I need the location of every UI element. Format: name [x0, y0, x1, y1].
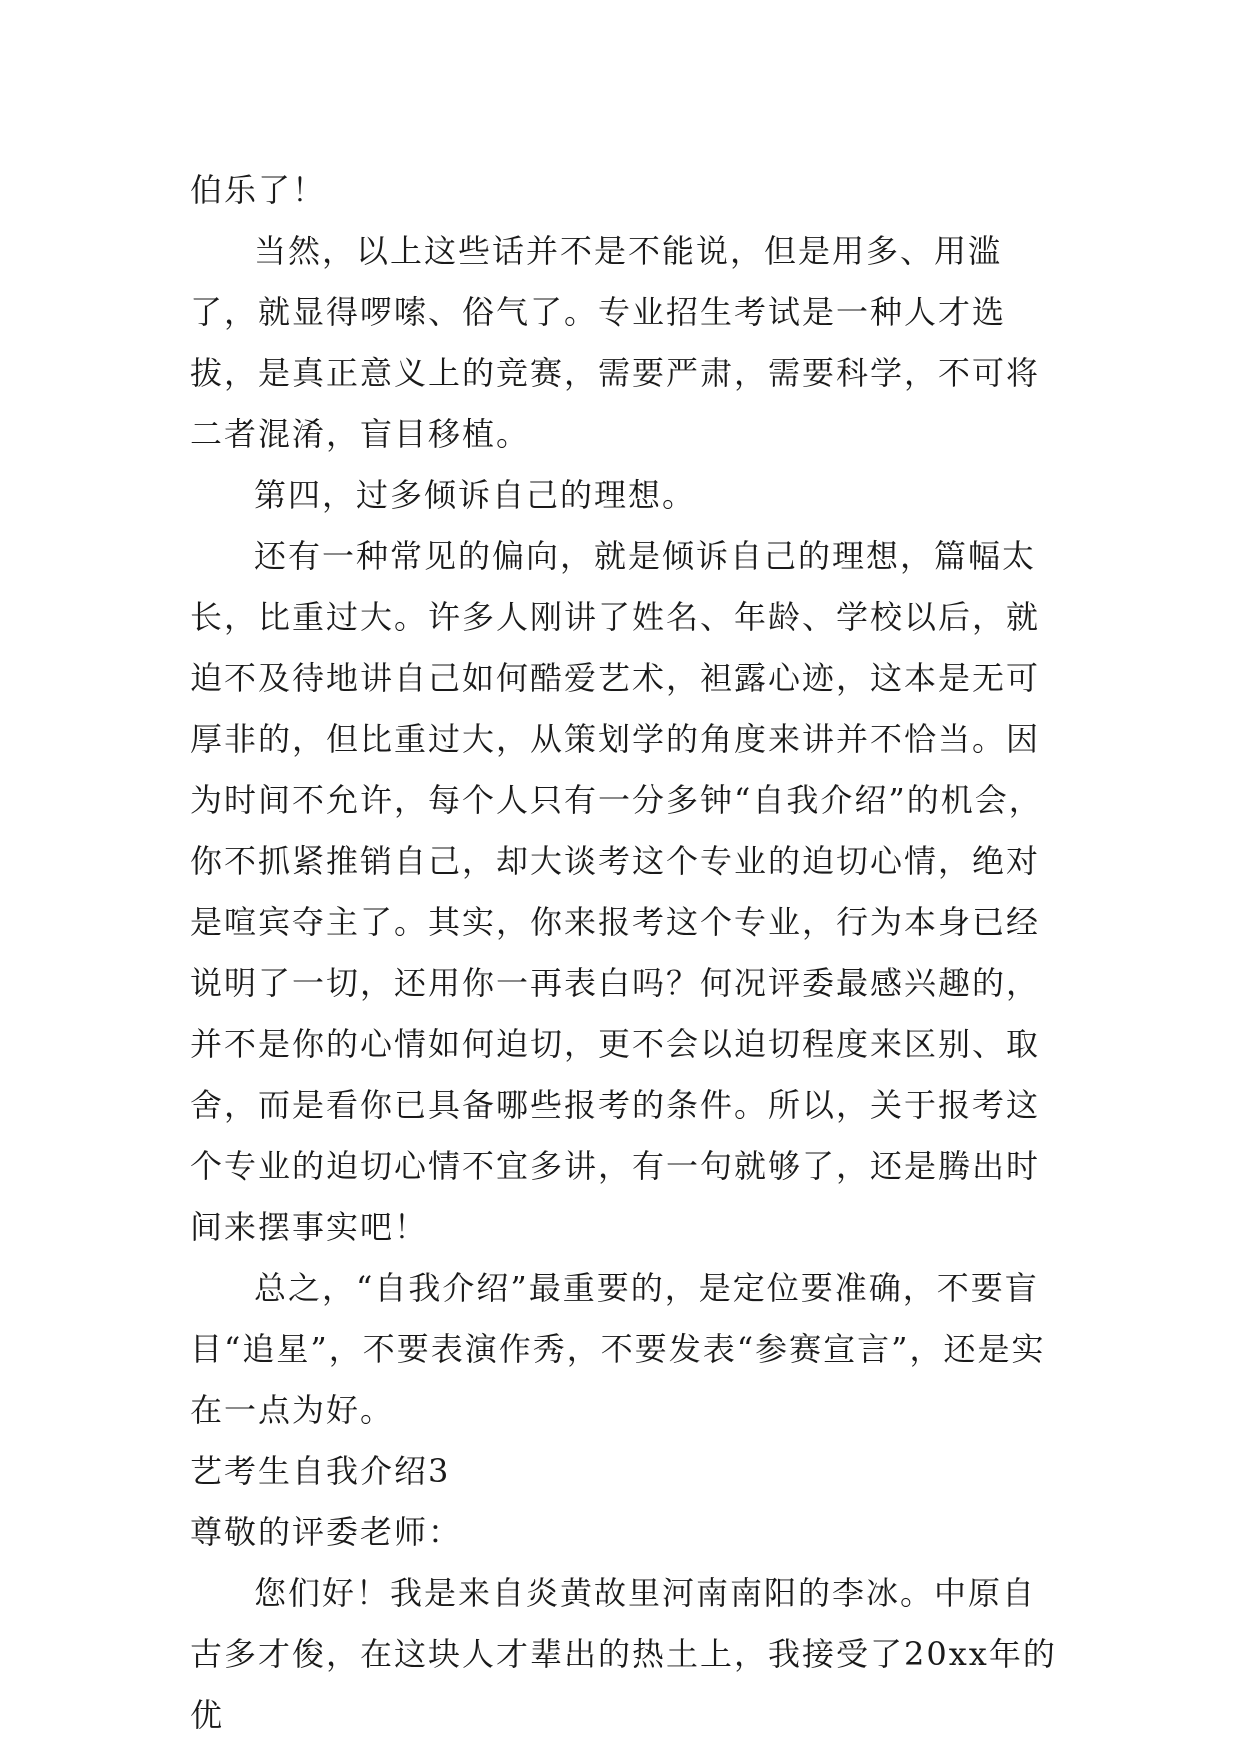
paragraph-6: 您们好！我是来自炎黄故里河南南阳的李冰。中原自古多才俊，在这块人才辈出的热土上，我接受了20xx年的优 [190, 1574, 1057, 1734]
paragraph-1: 伯乐了！ [190, 171, 327, 209]
paragraph-4: 还有一种常见的偏向，就是倾诉自己的理想，篇幅太长，比重过大。许多人刚讲了姓名、年龄、学校以后，就迫不及待地讲自己如何酷爱艺术，袒露心迹，这本是无可厚非的，但比重过大，从策划学的角度来讲并不恰当。因为时间不允许，每个人只有一分多钟“自我介绍”的机会，你不抓紧推销自己，却大谈考这个专业的迫切心情，绝对是喧宾夺主了。其实，你来报考这个专业，行为本身已经说明了一切，还用你一再表白吗？何况评委最感兴趣的，并不是你的心情如何迫切，更不会以迫切程度来区别、取舍，而是看你已具备哪些报考的条件。所以，关于报考这个专业的迫切心情不宜多讲，有一句就够了，还是腾出时间来摆事实吧！ [190, 537, 1043, 1246]
paragraph-2: 当然，以上这些话并不是不能说，但是用多、用滥了，就显得啰嗦、俗气了。专业招生考试是一种人才选拔，是真正意义上的竞赛，需要严肃，需要科学，不可将二者混淆，盲目移植。 [190, 232, 1041, 453]
section-heading: 艺考生自我介绍3 [190, 1452, 451, 1490]
paragraph-3: 第四，过多倾诉自己的理想。 [254, 476, 697, 514]
document-body [190, 160, 1060, 1746]
salutation: 尊敬的评委老师： [190, 1513, 463, 1551]
paragraph-5: 总之，“自我介绍”最重要的，是定位要准确，不要盲目“追星”，不要表演作秀，不要发表“参赛宣言”，还是实在一点为好。 [190, 1269, 1046, 1429]
